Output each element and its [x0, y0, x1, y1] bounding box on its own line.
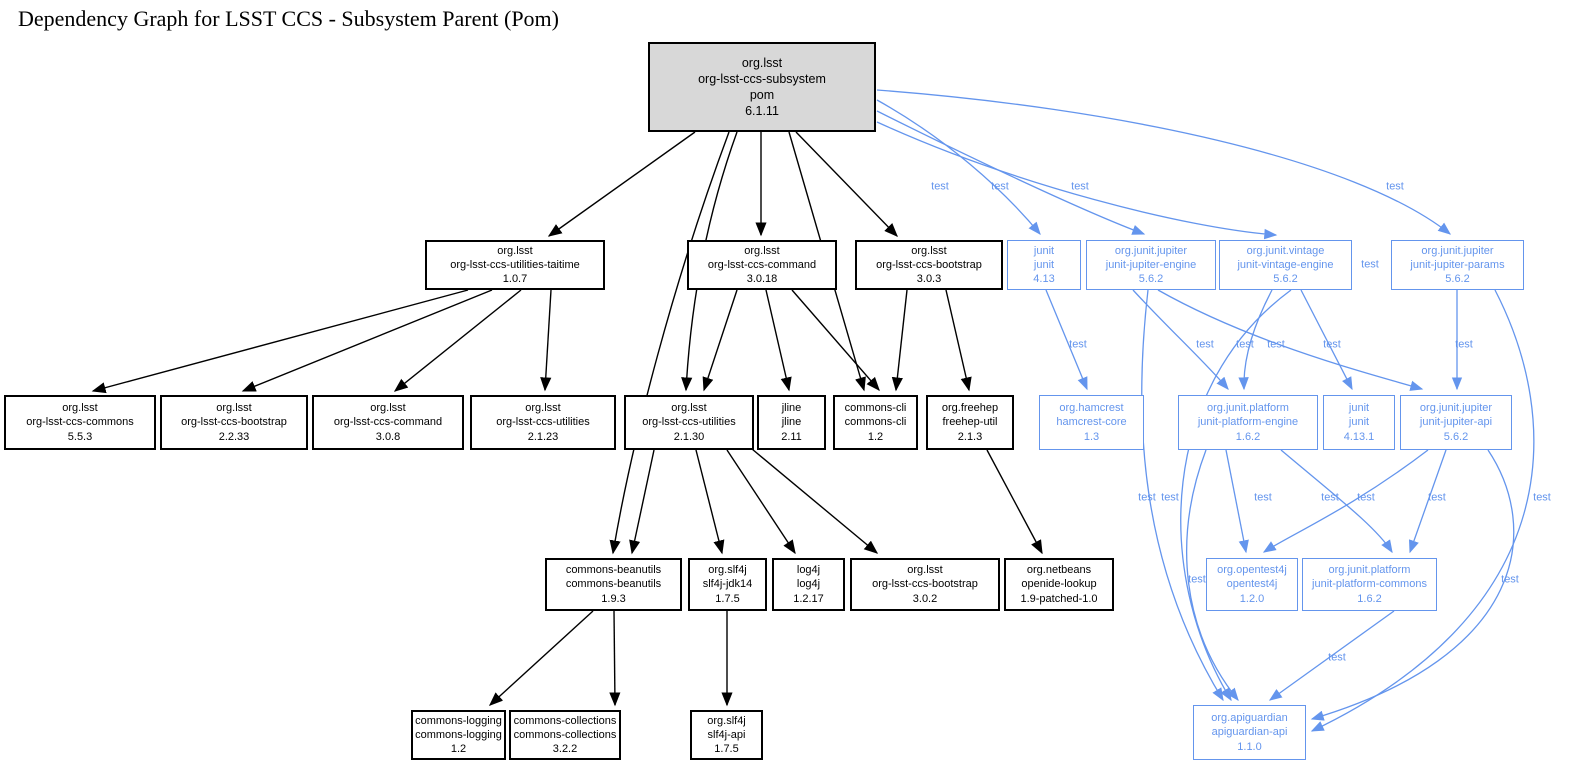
node-org-lsst-ccs-utilities-2-1-23[interactable] — [470, 395, 616, 450]
node-artifact: log4j — [796, 578, 821, 591]
edge-scope-label: test — [1071, 180, 1089, 193]
node-version: 1.7.5 — [714, 743, 739, 756]
edge-scope-label: test — [1138, 491, 1156, 504]
node-jline[interactable] — [757, 395, 826, 450]
graph-title: Dependency Graph for LSST CCS - Subsystem Parent (Pom) — [18, 6, 559, 31]
node-junit-vintage-engine[interactable] — [1219, 240, 1352, 290]
node-artifact: opentest4j — [1226, 578, 1278, 591]
edge-scope-label: test — [1196, 338, 1214, 351]
node-group: org.lsst — [741, 55, 783, 70]
node-group: org.junit.jupiter — [1114, 244, 1188, 257]
edge-beanutils-commons-collections — [614, 611, 615, 705]
node-org-lsst-ccs-bootstrap-3-0-3[interactable] — [855, 240, 1003, 290]
node-apiguardian-api[interactable] — [1193, 705, 1306, 760]
node-artifact: slf4j-jdk14 — [702, 578, 753, 591]
node-group: junit — [1348, 402, 1370, 415]
node-group: commons-beanutils — [565, 564, 662, 577]
node-version: 5.6.2 — [1138, 273, 1164, 286]
node-group: org.lsst — [744, 244, 780, 257]
node-artifact: org-lsst-ccs-bootstrap — [181, 416, 287, 429]
node-commons-logging[interactable] — [411, 710, 506, 760]
node-version: 4.13 — [1033, 273, 1055, 286]
node-group: org.lsst — [525, 402, 561, 415]
node-junit-jupiter-api[interactable] — [1400, 395, 1512, 450]
edge-scope-label: test — [1069, 338, 1087, 351]
node-version: 3.0.8 — [375, 430, 401, 443]
node-group: log4j — [796, 564, 821, 577]
node-artifact: org-lsst-ccs-command — [707, 258, 817, 271]
edge-jupiter-engine-jupiter-api — [1158, 290, 1422, 389]
edge-freehep-openide — [987, 450, 1042, 553]
node-commons-cli[interactable] — [833, 395, 918, 450]
edge-junit-hamcrest — [1046, 290, 1087, 389]
node-group: org.lsst — [497, 244, 533, 257]
edge-scope-label: test — [991, 180, 1009, 193]
node-group: org.lsst — [216, 402, 252, 415]
edge-jupiter-api-platform-commons — [1410, 450, 1446, 552]
node-group: org.lsst — [671, 402, 707, 415]
edge-root-junit-4-13 — [877, 100, 1040, 234]
node-artifact: apiguardian-api — [1211, 726, 1288, 739]
edge-root-beanutils — [613, 132, 729, 553]
node-packaging: pom — [749, 88, 775, 102]
node-group: org.junit.platform — [1328, 564, 1411, 577]
edge-bootstrap-freehep — [946, 290, 969, 390]
node-artifact: junit-platform-engine — [1197, 416, 1299, 429]
node-group: org.lsst — [62, 402, 98, 415]
edge-utilities-log4j — [727, 450, 795, 553]
node-version: 3.0.18 — [746, 273, 778, 286]
node-junit-jupiter-params[interactable] — [1391, 240, 1524, 290]
node-junit-4-13-1[interactable] — [1323, 395, 1395, 450]
node-version: 5.6.2 — [1273, 273, 1298, 286]
node-slf4j-api[interactable] — [690, 710, 763, 760]
edge-platform-commons-apiguardian — [1270, 611, 1394, 700]
node-version: 1.1.0 — [1237, 740, 1262, 753]
node-version: 1.6.2 — [1235, 430, 1261, 443]
edge-scope-label: test — [931, 180, 949, 193]
node-openide-lookup[interactable] — [1004, 558, 1114, 611]
edge-utilities-beanutils — [632, 450, 654, 553]
node-artifact: org-lsst-ccs-commons — [26, 416, 134, 429]
node-org-lsst-ccs-subsystem[interactable] — [648, 42, 876, 132]
node-artifact: org-lsst-ccs-subsystem — [698, 71, 826, 86]
node-artifact: org-lsst-ccs-utilities — [642, 416, 736, 429]
node-junit-4-13[interactable] — [1007, 240, 1081, 290]
node-version: 3.0.2 — [912, 592, 938, 605]
node-group: org.netbeans — [1026, 564, 1092, 577]
node-artifact: org-lsst-ccs-command — [333, 416, 443, 429]
edge-platform-engine-opentest4j — [1226, 450, 1246, 552]
node-version: 1.2.0 — [1239, 592, 1265, 605]
edge-command-utilities-2-1-30 — [704, 290, 737, 390]
node-artifact: junit-jupiter-engine — [1105, 258, 1197, 271]
edge-utilities-bootstrap-3-0-2 — [752, 449, 877, 553]
edge-scope-label: test — [1267, 338, 1285, 351]
node-artifact: commons-logging — [415, 728, 502, 741]
node-group: org.junit.vintage — [1246, 244, 1325, 257]
node-org-lsst-ccs-utilities-taitime[interactable] — [425, 240, 605, 290]
node-version: 1.2 — [450, 743, 467, 756]
node-version: 5.5.3 — [67, 430, 93, 443]
node-version: 1.7.5 — [715, 592, 740, 605]
node-org-lsst-ccs-bootstrap-3-0-2[interactable] — [850, 558, 1000, 611]
edge-root-jupiter-engine — [877, 111, 1144, 234]
node-group: org.slf4j — [707, 714, 746, 727]
edge-vintage-engine-platform-engine — [1244, 290, 1272, 389]
node-org-lsst-ccs-bootstrap-2-2-33[interactable] — [160, 395, 308, 450]
node-group: org.lsst — [907, 564, 943, 577]
node-org-lsst-ccs-command-3-0-8[interactable] — [312, 395, 464, 450]
node-artifact: openide-lookup — [1021, 578, 1097, 591]
edge-scope-label: test — [1236, 338, 1254, 351]
edge-utilities-slf4j-jdk14 — [696, 450, 722, 553]
edge-scope-label: test — [1328, 651, 1346, 664]
node-artifact: junit-vintage-engine — [1237, 258, 1334, 271]
edge-scope-label: test — [1533, 491, 1551, 504]
node-version: 6.1.11 — [745, 104, 779, 119]
node-group: org.junit.jupiter — [1419, 402, 1493, 415]
node-artifact: commons-beanutils — [565, 578, 662, 591]
node-artifact: junit-platform-commons — [1312, 578, 1427, 591]
node-artifact: org-lsst-ccs-bootstrap — [872, 578, 978, 591]
node-version: 3.0.3 — [916, 273, 942, 286]
edge-scope-label: test — [1501, 573, 1519, 586]
node-version: 1.9-patched-1.0 — [1020, 592, 1098, 605]
node-artifact: org-lsst-ccs-utilities-taitime — [450, 258, 580, 271]
edge-root-bootstrap-3-0-3 — [796, 132, 897, 236]
node-group: org.lsst — [370, 402, 406, 415]
node-junit-jupiter-engine[interactable] — [1086, 240, 1216, 290]
node-junit-platform-commons[interactable] — [1302, 558, 1437, 611]
node-group: junit — [1033, 244, 1055, 257]
node-version: 2.1.30 — [673, 430, 705, 443]
node-org-lsst-ccs-command-3-0-18[interactable] — [687, 240, 837, 290]
edge-command-jline — [766, 290, 789, 390]
node-opentest4j[interactable] — [1206, 558, 1298, 611]
node-artifact: junit — [1348, 416, 1370, 429]
edge-scope-label: test — [1361, 258, 1379, 271]
node-junit-platform-engine[interactable] — [1178, 395, 1318, 450]
edge-root-jupiter-params — [877, 90, 1450, 234]
node-artifact: junit-jupiter-params — [1410, 258, 1505, 271]
edge-jupiter-params-apiguardian — [1312, 290, 1534, 731]
node-version: 1.2 — [867, 430, 884, 443]
edge-scope-label: test — [1455, 338, 1473, 351]
node-group: jline — [781, 402, 802, 415]
edge-scope-label: test — [1357, 491, 1375, 504]
edge-scope-label: test — [1323, 338, 1341, 351]
edge-scope-label: test — [1321, 491, 1339, 504]
node-artifact: org-lsst-ccs-utilities — [496, 416, 590, 429]
node-version: 1.0.7 — [502, 273, 528, 286]
node-artifact: org-lsst-ccs-bootstrap — [876, 258, 982, 271]
node-commons-collections[interactable] — [509, 710, 621, 760]
node-version: 2.2.33 — [218, 430, 250, 443]
node-artifact: junit-jupiter-api — [1419, 416, 1493, 429]
node-artifact: slf4j-api — [707, 728, 746, 741]
node-group: org.lsst — [911, 244, 947, 257]
edge-jupiter-engine-platform-engine — [1133, 290, 1228, 389]
node-artifact: commons-cli — [844, 416, 907, 429]
edge-jupiter-api-opentest4j — [1264, 450, 1428, 552]
edge-scope-label: test — [1188, 573, 1206, 586]
edge-scope-label: test — [1428, 491, 1446, 504]
edge-beanutils-commons-logging — [490, 611, 593, 705]
node-artifact: hamcrest-core — [1056, 416, 1127, 429]
node-group: org.slf4j — [708, 564, 747, 577]
edge-bootstrap-commons-cli — [896, 290, 907, 390]
node-artifact: jline — [781, 416, 802, 429]
node-hamcrest-core[interactable] — [1039, 395, 1144, 450]
node-log4j[interactable] — [772, 558, 845, 611]
edge-root-taitime — [549, 132, 695, 236]
edge-scope-label: test — [1254, 491, 1272, 504]
node-version: 4.13.1 — [1343, 430, 1375, 443]
node-version: 1.3 — [1083, 430, 1100, 443]
node-group: commons-collections — [513, 714, 617, 727]
node-freehep-util[interactable] — [926, 395, 1014, 450]
node-group: commons-logging — [415, 714, 502, 727]
node-artifact: freehep-util — [942, 416, 998, 429]
node-version: 1.2.17 — [793, 592, 824, 605]
node-slf4j-jdk14[interactable] — [688, 558, 767, 611]
node-version: 5.6.2 — [1443, 430, 1469, 443]
edge-vintage-engine-apiguardian — [1181, 290, 1291, 700]
node-group: commons-cli — [844, 402, 907, 415]
node-artifact: junit — [1033, 258, 1055, 271]
node-group: org.freehep — [941, 402, 999, 415]
edge-taitime-utilities-2-1-23 — [545, 290, 551, 390]
node-commons-beanutils[interactable] — [545, 558, 682, 611]
node-group: org.hamcrest — [1059, 402, 1124, 415]
edge-command-commons-cli — [792, 290, 879, 390]
edge-scope-label: test — [1161, 491, 1179, 504]
node-version: 1.9.3 — [601, 592, 626, 605]
node-version: 1.6.2 — [1357, 592, 1382, 605]
node-version: 2.1.3 — [957, 430, 983, 443]
node-org-lsst-ccs-utilities-2-1-30[interactable] — [624, 395, 754, 450]
node-group: org.junit.platform — [1207, 402, 1289, 415]
edge-platform-engine-platform-commons — [1281, 450, 1392, 552]
node-group: org.apiguardian — [1211, 712, 1288, 725]
node-group: org.opentest4j — [1217, 564, 1287, 577]
node-version: 3.2.2 — [552, 743, 578, 756]
node-version: 2.1.23 — [527, 430, 559, 443]
node-artifact: commons-collections — [513, 728, 617, 741]
node-org-lsst-ccs-commons[interactable] — [4, 395, 156, 450]
edge-scope-label: test — [1386, 180, 1404, 193]
node-group: org.junit.jupiter — [1421, 244, 1494, 257]
node-version: 2.11 — [781, 430, 802, 443]
edge-vintage-engine-junit-4-13-1 — [1301, 290, 1352, 389]
node-version: 5.6.2 — [1445, 273, 1470, 286]
